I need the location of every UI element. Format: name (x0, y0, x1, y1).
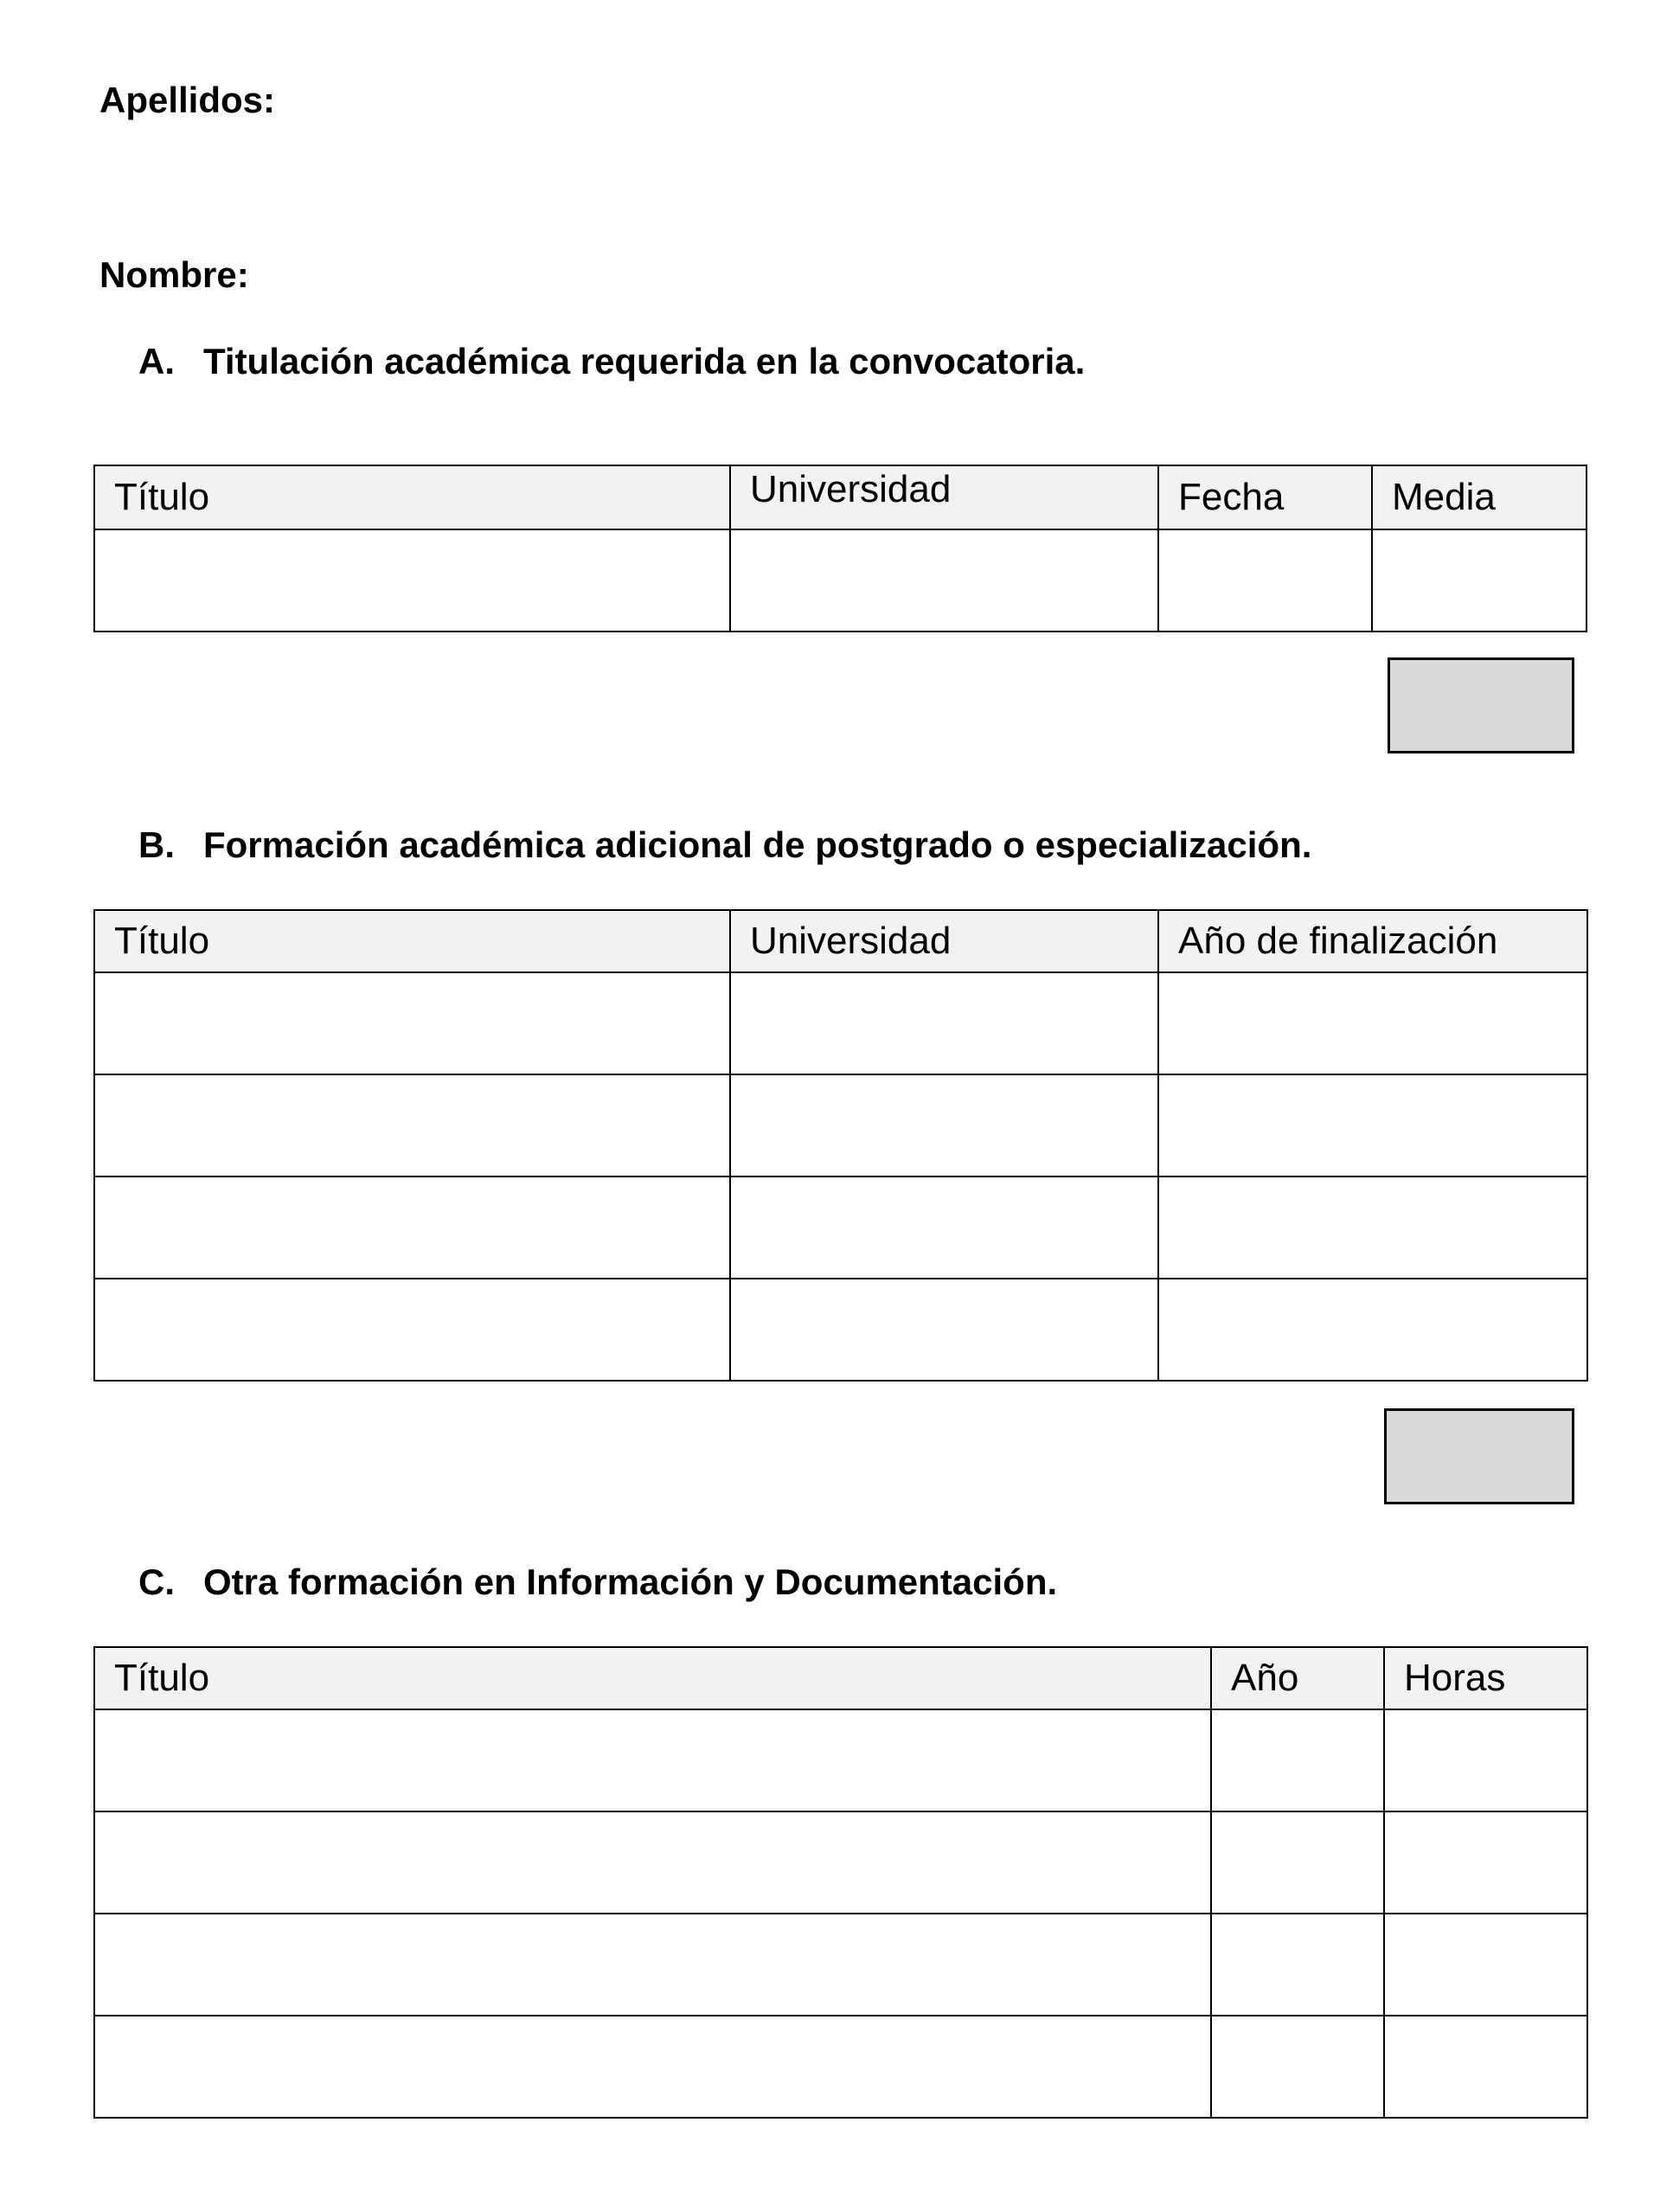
cell-ano[interactable] (1211, 1914, 1384, 2016)
cell-fecha[interactable] (1158, 529, 1372, 632)
table-header-row (94, 465, 1586, 529)
table-row (94, 529, 1586, 632)
section-a-table (93, 465, 1587, 632)
column-header-titulo: Título (94, 465, 730, 529)
section-c-table (93, 1646, 1588, 2119)
cell-titulo[interactable] (94, 972, 730, 1074)
cell-universidad[interactable] (730, 1279, 1158, 1381)
cell-titulo[interactable] (94, 1279, 730, 1381)
cell-media[interactable] (1372, 529, 1586, 632)
table-row (94, 2016, 1587, 2118)
column-header-titulo: Título (94, 910, 730, 972)
column-header-media: Media (1372, 465, 1586, 529)
column-header-universidad: Universidad (730, 910, 1158, 972)
cell-titulo[interactable] (94, 2016, 1211, 2118)
table-row (94, 1709, 1587, 1811)
section-c-title: Otra formación en Información y Documentación. (203, 1561, 1058, 1602)
cell-ano-finalizacion[interactable] (1158, 1177, 1587, 1279)
column-header-horas: Horas (1384, 1647, 1587, 1709)
table-row (94, 1914, 1587, 2016)
section-c-heading (138, 1561, 1057, 1603)
cell-universidad[interactable] (730, 1074, 1158, 1177)
cell-titulo[interactable] (94, 1074, 730, 1177)
table-row (94, 1177, 1587, 1279)
cell-titulo[interactable] (94, 1177, 730, 1279)
section-a-heading (138, 341, 1085, 382)
cell-universidad[interactable] (730, 529, 1158, 632)
nombre-label: Nombre: (99, 254, 249, 295)
cell-titulo[interactable] (94, 1811, 1211, 1914)
cell-universidad[interactable] (730, 1177, 1158, 1279)
cell-titulo[interactable] (94, 1709, 1211, 1811)
section-a-letter: A. (138, 341, 175, 381)
cell-horas[interactable] (1384, 1811, 1587, 1914)
column-header-titulo: Título (94, 1647, 1211, 1709)
section-b-heading (138, 824, 1311, 866)
cell-titulo[interactable] (94, 529, 730, 632)
cell-titulo[interactable] (94, 1914, 1211, 2016)
column-header-ano-finalizacion: Año de finalización (1158, 910, 1587, 972)
section-b-title: Formación académica adicional de postgrado o especialización. (203, 824, 1312, 865)
column-header-ano: Año (1211, 1647, 1384, 1709)
section-b-score-box[interactable] (1384, 1408, 1574, 1504)
cell-horas[interactable] (1384, 1914, 1587, 2016)
cell-ano-finalizacion[interactable] (1158, 972, 1587, 1074)
section-a-score-box[interactable] (1388, 657, 1574, 753)
cell-ano-finalizacion[interactable] (1158, 1279, 1587, 1381)
table-header-row (94, 910, 1587, 972)
table-row (94, 972, 1587, 1074)
cell-ano[interactable] (1211, 2016, 1384, 2118)
section-b-table (93, 909, 1588, 1382)
section-c-letter: C. (138, 1561, 175, 1602)
cell-universidad[interactable] (730, 972, 1158, 1074)
column-header-universidad: Universidad (730, 465, 1158, 529)
column-header-fecha: Fecha (1158, 465, 1372, 529)
table-row (94, 1074, 1587, 1177)
cell-ano[interactable] (1211, 1811, 1384, 1914)
table-row (94, 1279, 1587, 1381)
cell-horas[interactable] (1384, 2016, 1587, 2118)
cell-ano-finalizacion[interactable] (1158, 1074, 1587, 1177)
cell-ano[interactable] (1211, 1709, 1384, 1811)
cell-horas[interactable] (1384, 1709, 1587, 1811)
section-b-letter: B. (138, 824, 175, 865)
table-header-row (94, 1647, 1587, 1709)
section-a-title: Titulación académica requerida en la convocatoria. (203, 341, 1086, 381)
table-row (94, 1811, 1587, 1914)
apellidos-label: Apellidos: (99, 80, 276, 120)
